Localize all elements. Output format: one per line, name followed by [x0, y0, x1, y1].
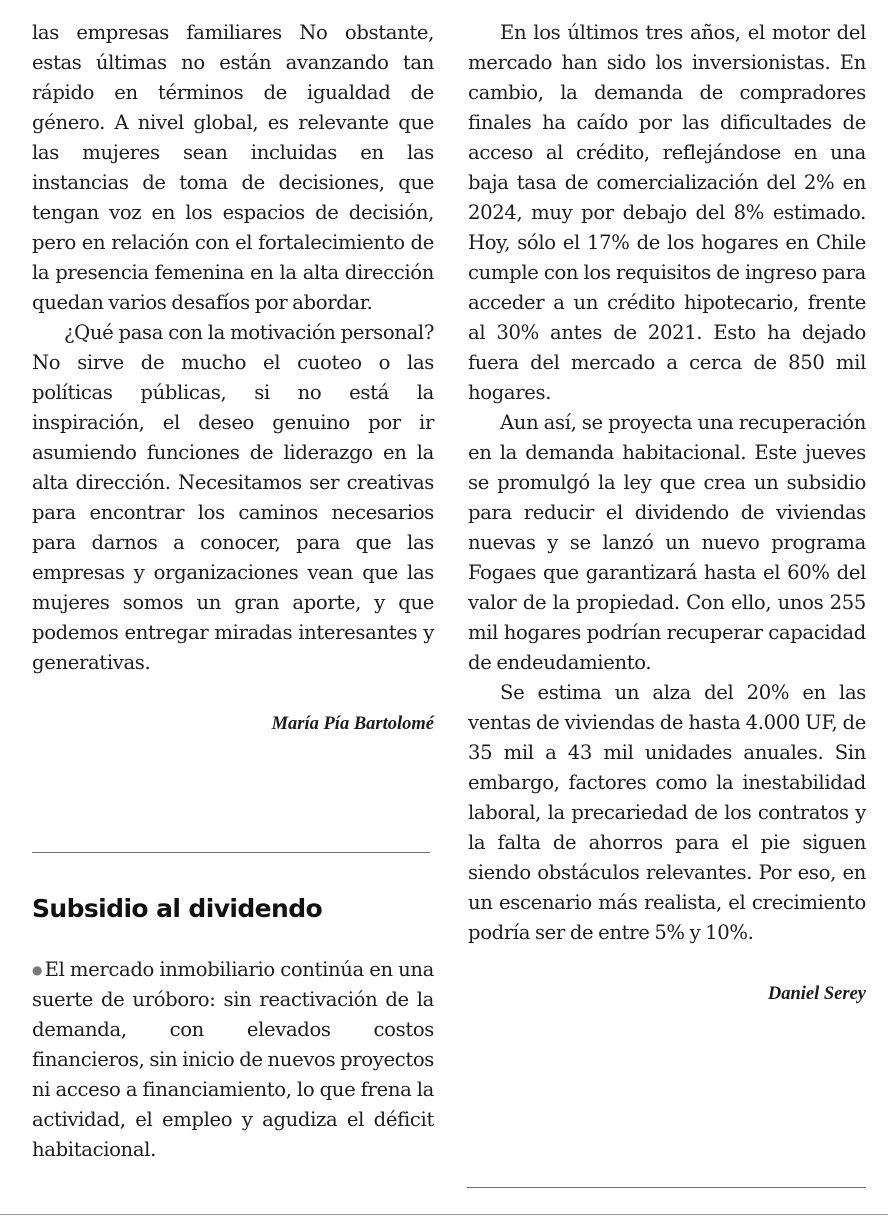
editorial-section	[32, 893, 434, 1165]
author-signature: Daniel Serey	[767, 984, 866, 1004]
article-paragraph: En los últimos tres años, el motor del mercado han sido los inversionistas. En cambio, la demanda de compradores finales ha caído por las dificultades de acceso al crédito, reflejándose en una baja tasa de comercialización del 2% en 2024, muy por debajo del 8% estimado. Hoy, sólo el 17% de los hogares en Chile cumple con los requisitos de ingreso para acceder a un crédito hipotecario, frente al 30% antes de 2021. Esto ha dejado fuera del mercado a cerca de 850 mil hogares.	[468, 21, 866, 404]
page-bottom-line	[0, 1214, 888, 1215]
author-signature: María Pía Bartolomé	[271, 714, 434, 734]
left-column	[32, 18, 434, 737]
article-paragraph: Aun así, se proyecta una recuperación en la demanda habitacional. Este jueves se promulgó la ley que crea un subsidio para reducir el dividendo de viviendas nuevas y se lanzó un nuevo programa Fogaes que garantizará hasta el 60% del valor de la propiedad. Con ello, unos 255 mil hogares podrían recuperar capacidad de endeudamiento.	[468, 411, 866, 674]
section-paragraph	[32, 955, 434, 1165]
section-paragraph-text: El mercado inmobiliario continúa en una suerte de uróboro: sin reactivación de la demanda, con elevados costos financieros, sin inicio de nuevos proyectos ni acceso a financiamiento, lo que frena la actividad, el empleo y agudiza el déficit habitacional.	[32, 958, 434, 1161]
column-divider	[32, 852, 430, 853]
article-paragraph: Se estima un alza del 20% en las ventas de viviendas de hasta 4.000 UF, de 35 mil a 43 mil unidades anuales. Sin embargo, factores como la inestabilidad laboral, la precariedad de los contratos y la falta de ahorros para el pie siguen siendo obstáculos relevantes. Por eso, en un escenario más realista, el crecimiento podría ser de entre 5% y 10%.	[468, 681, 866, 944]
bullet-dot-icon: ●	[32, 963, 43, 977]
article-paragraph: las empresas familiares No obstante, estas últimas no están avanzando tan rápido en términos de igualdad de género. A nivel global, es relevante que las mujeres sean incluidas en las instancias de toma de decisiones, que tengan voz en los espacios de decisión, pero en relación con el fortalecimiento de la presencia femenina en la alta dirección quedan varios desafíos por abordar.	[32, 21, 434, 314]
section-title: Subsidio al dividendo	[32, 894, 323, 923]
column-divider	[467, 1187, 866, 1188]
article-paragraph: ¿Qué pasa con la motivación personal? No sirve de mucho el cuoteo o las políticas públicas, si no está la inspiración, el deseo genuino por ir asumiendo funciones de liderazgo en la alta dirección. Necesitamos ser creativas para encontrar los caminos necesarios para darnos a conocer, para que las empresas y organizaciones vean que las mujeres somos un gran aporte, y que podemos entregar miradas interesantes y generativas.	[32, 321, 434, 674]
right-column	[468, 18, 866, 1007]
